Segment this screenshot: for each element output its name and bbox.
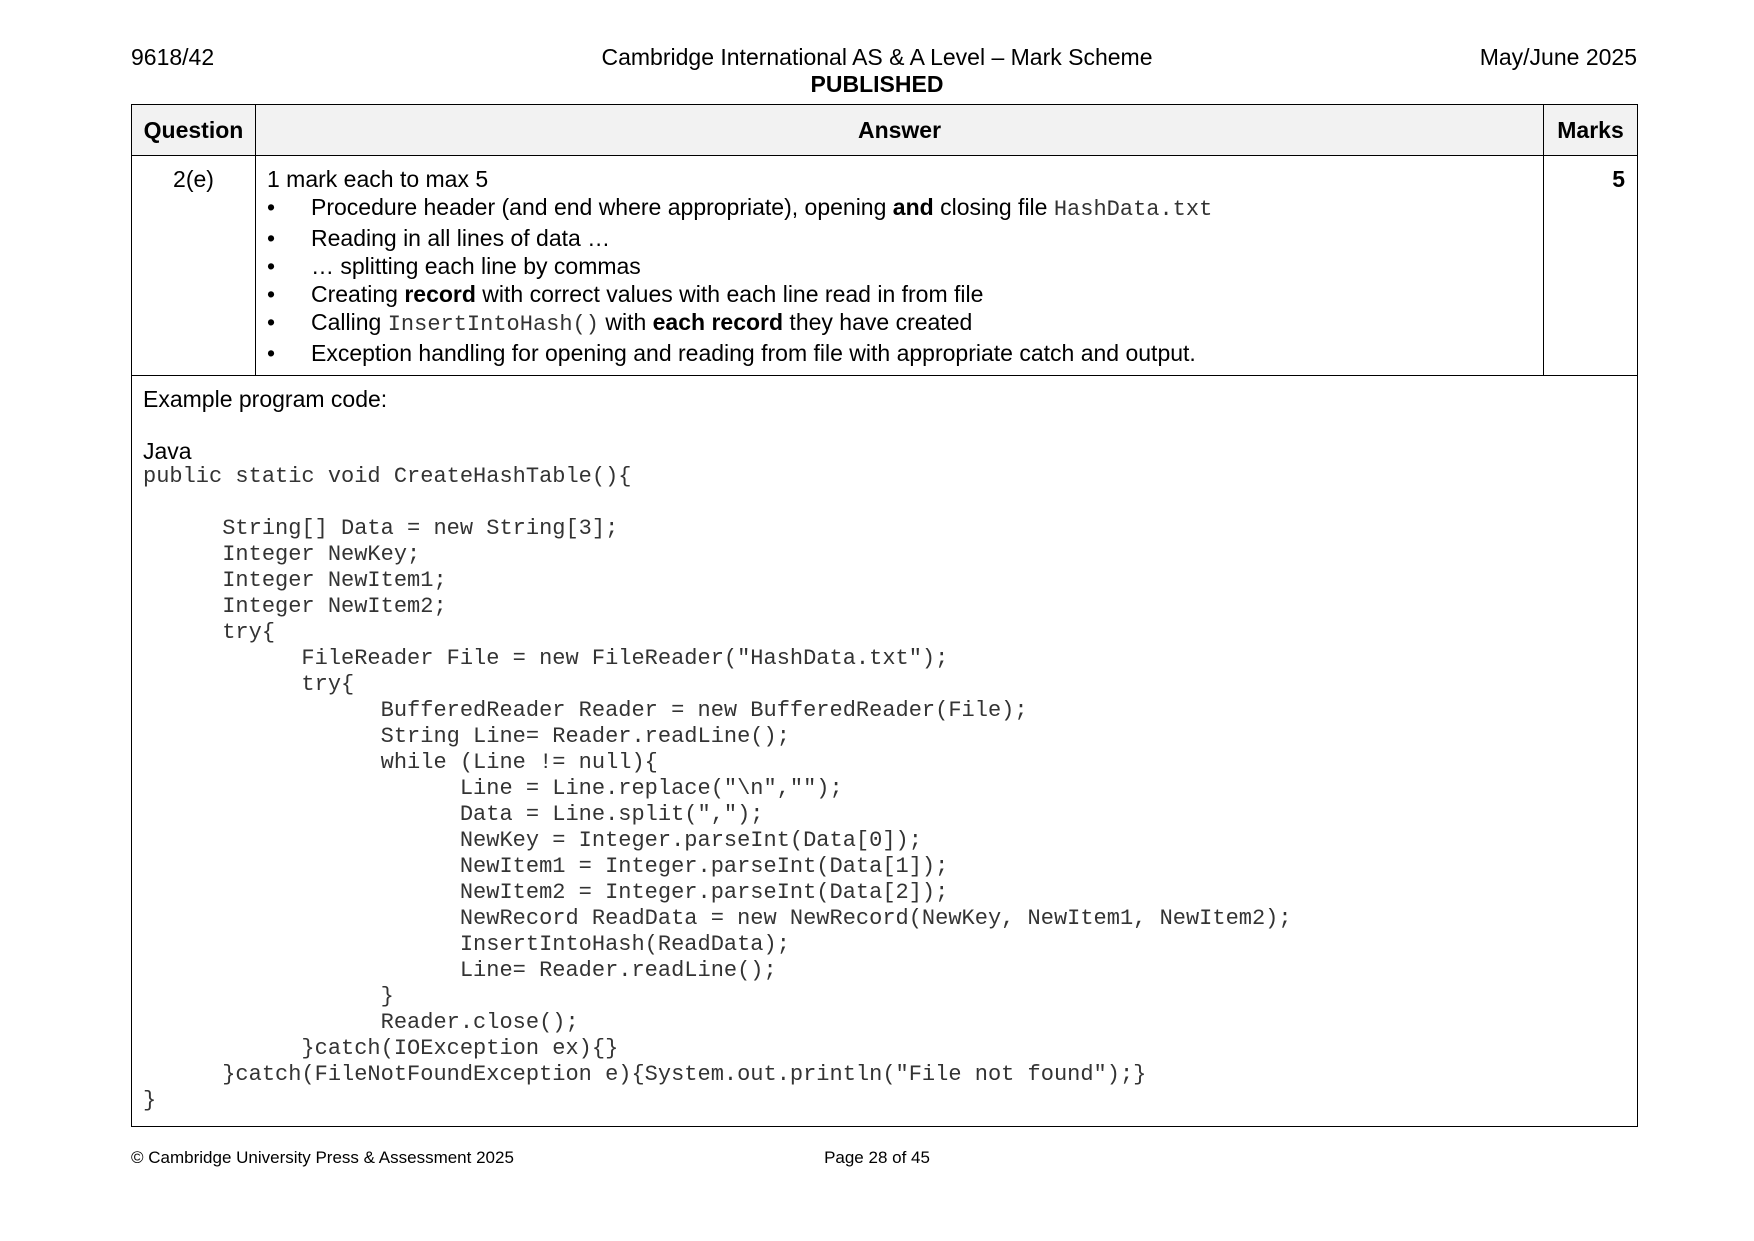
point-text: Procedure header (and end where appropriate), opening: [311, 194, 893, 220]
point-text: Calling: [311, 309, 388, 335]
point-emphasis: record: [404, 281, 476, 307]
page-number: Page 28 of 45: [824, 1148, 930, 1167]
table-row: [132, 156, 1638, 376]
mark-scheme-table: [131, 104, 1638, 1127]
marking-point: [267, 280, 1533, 308]
marking-point: [267, 339, 1533, 367]
marks-value: 5: [1544, 156, 1638, 376]
example-code-row: [132, 376, 1638, 1127]
bullet-icon: •: [267, 281, 276, 307]
bullet-icon: •: [267, 253, 276, 279]
point-text: closing file: [933, 194, 1054, 220]
point-code: InsertIntoHash(): [387, 312, 599, 337]
marking-points-list: [267, 193, 1533, 367]
point-emphasis: and: [892, 194, 934, 220]
java-code-block: public static void CreateHashTable(){ String[] Data = new String[3]; Integer NewKey; Integer NewItem1; Integer NewItem2; try{ FileReader File = new FileReader("HashData.txt"); try{ BufferedReader Reader = new BufferedReader(File); String Line= Reader.readLine(); while (Line != null){ Line = Line.replace("\n",""); Data = Line.split(","); NewKey = Integer.parseInt(Data[0]); NewItem1 = Integer.parseInt(Data[1]); NewItem2 = Integer.parseInt(Data[2]); NewRecord ReadData = new NewRecord(NewKey, NewItem1, NewItem2); InsertIntoHash(ReadData); Line= Reader.readLine(); } Reader.close(); }catch(IOException ex){} }catch(FileNotFoundException e){System.out.println("File not found");} }: [143, 464, 1292, 1113]
marking-point: [267, 193, 1533, 224]
point-text: Creating: [311, 281, 405, 307]
question-number: 2(e): [132, 156, 256, 376]
point-text: Exception handling for opening and reading from file with appropriate catch and output.: [311, 340, 1196, 366]
paper-code: 9618/42: [131, 44, 215, 70]
bullet-icon: •: [267, 340, 276, 366]
point-code: HashData.txt: [1053, 197, 1213, 222]
table-header-row: [132, 105, 1638, 156]
marking-point: [267, 224, 1533, 252]
document-title: Cambridge International AS & A Level – Mark Scheme: [601, 44, 1153, 70]
bullet-icon: •: [267, 309, 276, 335]
marking-point: [267, 308, 1533, 339]
question-column-header: Question: [132, 105, 256, 156]
point-text: with: [598, 309, 653, 335]
bullet-icon: •: [267, 194, 276, 220]
exam-session: May/June 2025: [1479, 44, 1637, 70]
point-text: Reading in all lines of data …: [311, 225, 611, 251]
point-emphasis: each record: [652, 309, 784, 335]
point-text: they have created: [783, 309, 973, 335]
published-label: PUBLISHED: [810, 71, 944, 97]
marks-column-header: Marks: [1544, 105, 1638, 156]
bullet-icon: •: [267, 225, 276, 251]
copyright-notice: © Cambridge University Press & Assessment 2025: [131, 1148, 514, 1167]
language-label: Java: [143, 438, 192, 464]
mark-allocation-text: 1 mark each to max 5: [267, 166, 489, 192]
example-code-label: Example program code:: [143, 386, 388, 412]
answer-column-header: Answer: [256, 105, 1544, 156]
point-text: … splitting each line by commas: [311, 253, 641, 279]
answer-cell: [256, 156, 1544, 376]
marking-point: [267, 252, 1533, 280]
example-code-cell: [132, 376, 1638, 1127]
point-text: with correct values with each line read in from file: [475, 281, 984, 307]
